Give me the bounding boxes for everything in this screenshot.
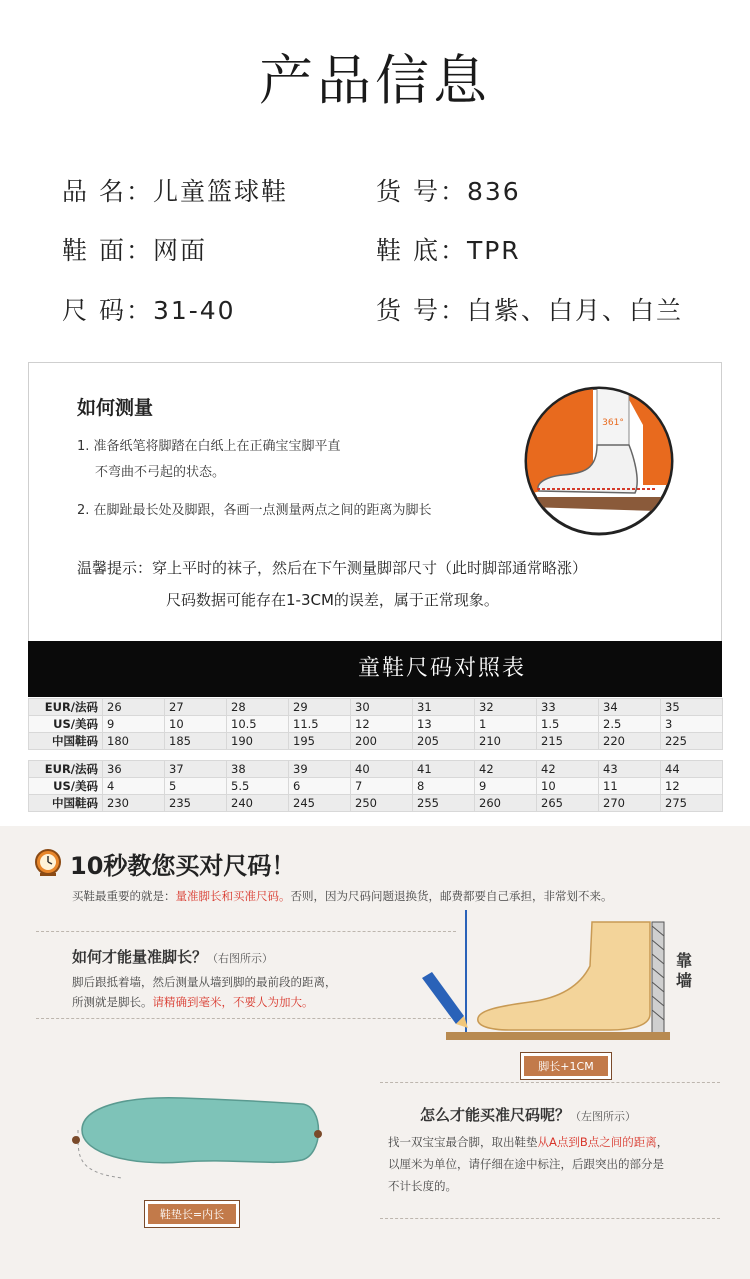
size-cell: 44 (661, 761, 723, 778)
size-cell: 200 (351, 733, 413, 750)
q2-title: 怎么才能买准尺码呢？（左图所示） (420, 1106, 637, 1124)
divider (380, 1082, 720, 1083)
divider (36, 931, 456, 932)
insole-illustration (62, 1082, 332, 1182)
q1-line-2: 所测就是脚长。请精确到毫米，不要人为加大。 (72, 995, 314, 1009)
q1-line-1: 脚后跟抵着墙，然后测量从墙到脚的最前段的距离， (72, 975, 337, 989)
size-cell: 240 (227, 795, 289, 812)
size-table-2 (28, 760, 723, 812)
size-cell: 41 (413, 761, 475, 778)
size-row-header: EUR/法码 (29, 699, 103, 716)
size-cell: 13 (413, 716, 475, 733)
size-cell: 33 (537, 699, 599, 716)
size-cell: 39 (289, 761, 351, 778)
size-row (29, 733, 723, 750)
size-row (29, 699, 723, 716)
size-cell: 27 (165, 699, 227, 716)
size-cell: 37 (165, 761, 227, 778)
measure-step-2: 2. 在脚趾最长处及脚跟，各画一点测量两点之间的距离为脚长 (77, 503, 432, 518)
size-cell: 4 (103, 778, 165, 795)
size-cell: 26 (103, 699, 165, 716)
sock-brand: 361° (602, 418, 624, 428)
size-cell: 5 (165, 778, 227, 795)
size-cell: 42 (475, 761, 537, 778)
size-cell: 190 (227, 733, 289, 750)
measure-tip: 温馨提示：穿上平时的袜子，然后在下午测量脚部尺寸（此时脚部通常略涨） (77, 559, 588, 577)
foot-wall-illustration (420, 906, 680, 1046)
size-cell: 215 (537, 733, 599, 750)
size-cell: 275 (661, 795, 723, 812)
size-cell: 34 (599, 699, 661, 716)
size-range: 尺 码：31-40 (62, 296, 236, 325)
size-cell: 43 (599, 761, 661, 778)
size-row (29, 716, 723, 733)
size-cell: 9 (103, 716, 165, 733)
size-cell: 40 (351, 761, 413, 778)
size-cell: 35 (661, 699, 723, 716)
measure-tip-cont: 尺码数据可能存在1-3CM的误差，属于正常现象。 (166, 591, 499, 609)
size-cell: 265 (537, 795, 599, 812)
size-cell: 230 (103, 795, 165, 812)
alarm-clock-icon (34, 846, 62, 876)
measure-title: 如何测量 (77, 397, 154, 419)
item-number: 货 号：836 (376, 177, 521, 206)
product-name: 品 名：儿童篮球鞋 (62, 177, 288, 206)
foot-length-tag: 脚长+1CM (520, 1052, 612, 1080)
size-table-1 (28, 698, 723, 750)
page-title: 产品信息 (259, 49, 491, 112)
sole-material: 鞋 底：TPR (376, 236, 521, 265)
foot-measure-illustration (523, 385, 675, 537)
size-cell: 235 (165, 795, 227, 812)
size-cell: 12 (661, 778, 723, 795)
size-cell: 10 (165, 716, 227, 733)
size-cell: 11 (599, 778, 661, 795)
size-cell: 38 (227, 761, 289, 778)
size-row (29, 778, 723, 795)
size-cell: 2.5 (599, 716, 661, 733)
size-cell: 195 (289, 733, 351, 750)
size-chart-title: 童鞋尺码对照表 (358, 656, 527, 681)
divider (380, 1218, 720, 1219)
size-row (29, 795, 723, 812)
size-cell: 1 (475, 716, 537, 733)
size-row-header: 中国鞋码 (29, 795, 103, 812)
measure-step-1-cont: 不弯曲不弓起的状态。 (95, 465, 226, 480)
wall-label: 靠墙 (676, 951, 693, 990)
q1-title: 如何才能量准脚长？（右图所示） (72, 948, 274, 966)
size-cell: 245 (289, 795, 351, 812)
measure-step-1: 1. 准备纸笔将脚踏在白纸上在正确宝宝脚平直 (77, 439, 341, 454)
size-row-header: US/美码 (29, 778, 103, 795)
size-cell: 220 (599, 733, 661, 750)
size-cell: 255 (413, 795, 475, 812)
size-cell: 42 (537, 761, 599, 778)
q2-line-3: 不计长度的。 (388, 1179, 457, 1193)
size-row (29, 761, 723, 778)
size-cell: 270 (599, 795, 661, 812)
q2-line-1: 找一双宝宝最合脚，取出鞋垫从A点到B点之间的距离， (388, 1135, 669, 1149)
size-cell: 10 (537, 778, 599, 795)
size-cell: 7 (351, 778, 413, 795)
upper-material: 鞋 面：网面 (62, 236, 207, 265)
size-cell: 185 (165, 733, 227, 750)
size-cell: 31 (413, 699, 475, 716)
color-options: 货 号：白紫、白月、白兰 (376, 296, 683, 325)
size-cell: 8 (413, 778, 475, 795)
size-cell: 205 (413, 733, 475, 750)
size-cell: 6 (289, 778, 351, 795)
size-cell: 180 (103, 733, 165, 750)
size-cell: 3 (661, 716, 723, 733)
size-cell: 28 (227, 699, 289, 716)
size-cell: 12 (351, 716, 413, 733)
measure-card (28, 362, 722, 642)
q2-line-2: 以厘米为单位，请仔细在途中标注，后跟突出的部分是 (388, 1157, 664, 1171)
size-cell: 36 (103, 761, 165, 778)
size-cell: 1.5 (537, 716, 599, 733)
ten-intro: 买鞋最重要的就是：量准脚长和买准尺码。否则，因为尺码问题退换货，邮费都要自己承担，非常划不来。 (72, 889, 613, 903)
divider (36, 1018, 456, 1019)
size-cell: 260 (475, 795, 537, 812)
ten-second-title: 10秒教您买对尺码！ (70, 852, 296, 880)
ten-second-guide (0, 826, 750, 1279)
size-cell: 10.5 (227, 716, 289, 733)
size-chart-header (28, 641, 722, 697)
size-row-header: US/美码 (29, 716, 103, 733)
size-cell: 9 (475, 778, 537, 795)
size-row-header: 中国鞋码 (29, 733, 103, 750)
size-cell: 30 (351, 699, 413, 716)
size-cell: 11.5 (289, 716, 351, 733)
size-cell: 225 (661, 733, 723, 750)
size-cell: 29 (289, 699, 351, 716)
size-cell: 32 (475, 699, 537, 716)
size-row-header: EUR/法码 (29, 761, 103, 778)
size-cell: 250 (351, 795, 413, 812)
size-cell: 5.5 (227, 778, 289, 795)
size-cell: 210 (475, 733, 537, 750)
insole-length-tag: 鞋垫长=内长 (144, 1200, 240, 1228)
